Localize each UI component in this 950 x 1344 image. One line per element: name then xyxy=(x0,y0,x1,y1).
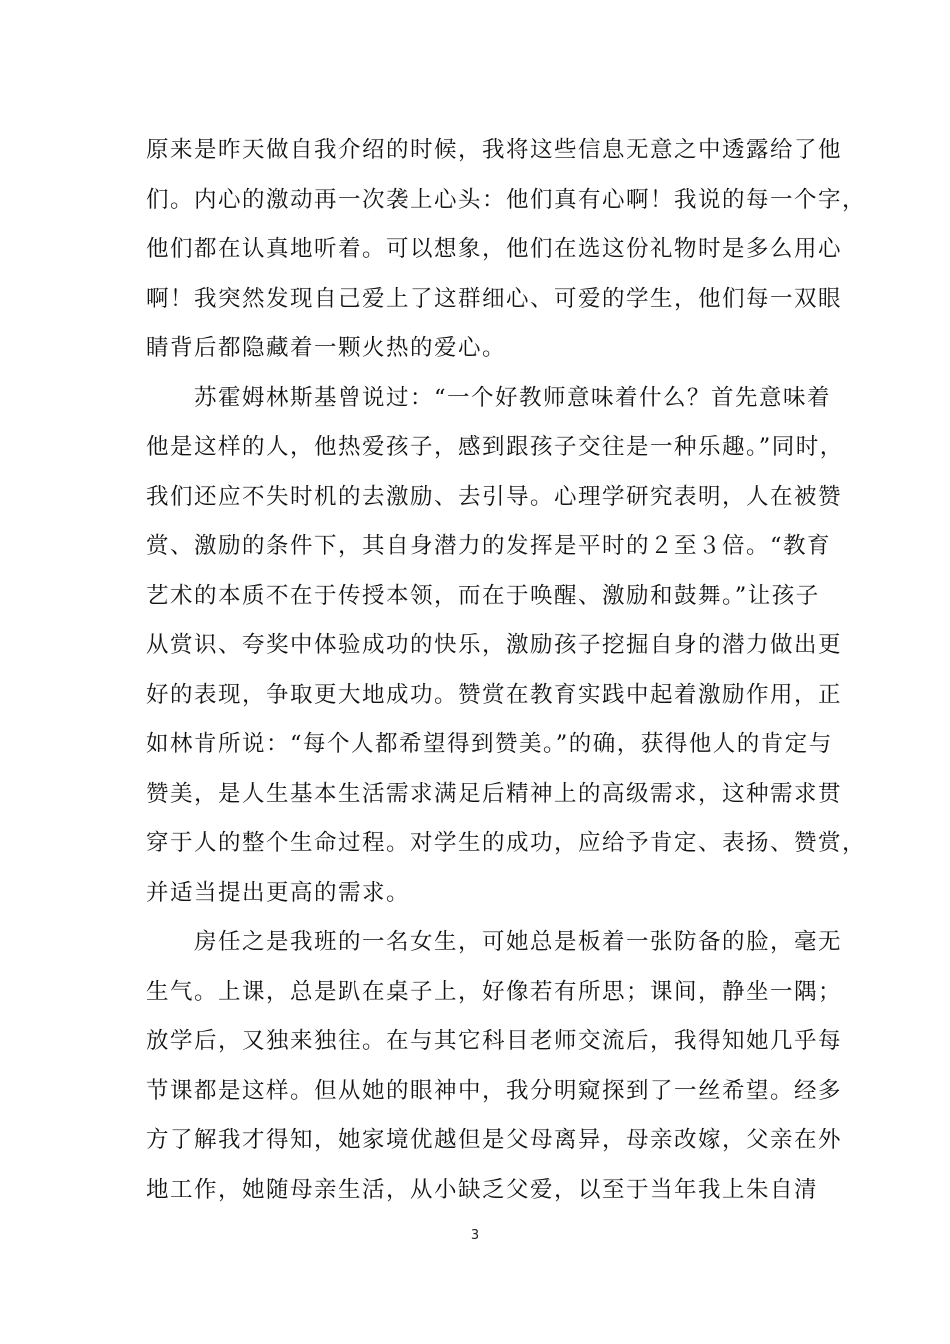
text-line-22: 地工作，她随母亲生活，从小缺乏父爱，以至于当年我上朱自清 xyxy=(146,1176,819,1203)
text-line-10: 艺术的本质不在于传授本领，而在于唤醒、激励和鼓舞。”让孩子 xyxy=(146,582,820,609)
text-line-21: 方了解我才得知，她家境优越但是父母离异，母亲改嫁，父亲在外 xyxy=(146,1127,843,1153)
text-line-17: 房任之是我班的一名女生，可她总是板着一张防备的脸，毫无 xyxy=(146,929,843,955)
text-line-1: 原来是昨天做自我介绍的时候，我将这些信息无意之中透露给了他 xyxy=(146,137,843,163)
text-line-15: 穿于人的整个生命过程。对学生的成功，应给予肯定、表扬、赞赏， xyxy=(146,830,867,856)
text-line-18: 生气。上课，总是趴在桌子上，好像若有所思；课间，静坐一隅； xyxy=(146,978,843,1005)
text-line-14: 赞美，是人生基本生活需求满足后精神上的高级需求，这种需求贯 xyxy=(146,780,843,807)
text-line-11: 从赏识、夸奖中体验成功的快乐，激励孩子挖掘自身的潜力做出更 xyxy=(146,632,843,658)
text-line-3: 他们都在认真地听着。可以想象，他们在选这份礼物时是多么用心 xyxy=(146,236,843,262)
text-line-6: 苏霍姆林斯基曾说过：“一个好教师意味着什么？首先意味着 xyxy=(146,384,832,411)
text-line-19: 放学后，又独来独往。在与其它科目老师交流后，我得知她几乎每 xyxy=(146,1028,843,1054)
text-line-4: 啊！我突然发现自己爱上了这群细心、可爱的学生，他们每一双眼 xyxy=(146,285,843,312)
text-line-7: 他是这样的人，他热爱孩子，感到跟孩子交往是一种乐趣。”同时， xyxy=(146,434,844,460)
text-line-2: 们。内心的激动再一次袭上心头：他们真有心啊！我说的每一个字， xyxy=(146,186,867,213)
text-line-16: 并适当提出更高的需求。 xyxy=(146,879,411,906)
body-text xyxy=(146,126,867,1215)
text-line-5: 睛背后都隐藏着一颗火热的爱心。 xyxy=(146,335,507,361)
text-line-8: 我们还应不失时机的去激励、去引导。心理学研究表明，人在被赞 xyxy=(146,483,843,510)
page-number: 3 xyxy=(470,1228,480,1243)
text-line-13: 如林肯所说：“每个人都希望得到赞美。”的确，获得他人的肯定与 xyxy=(146,731,833,757)
text-line-9: 赏、激励的条件下，其自身潜力的发挥是平时的２至３倍。“教育 xyxy=(146,533,832,559)
text-line-12: 好的表现，争取更大地成功。赞赏在教育实践中起着激励作用，正 xyxy=(146,681,843,708)
text-line-20: 节课都是这样。但从她的眼神中，我分明窥探到了一丝希望。经多 xyxy=(146,1077,843,1104)
